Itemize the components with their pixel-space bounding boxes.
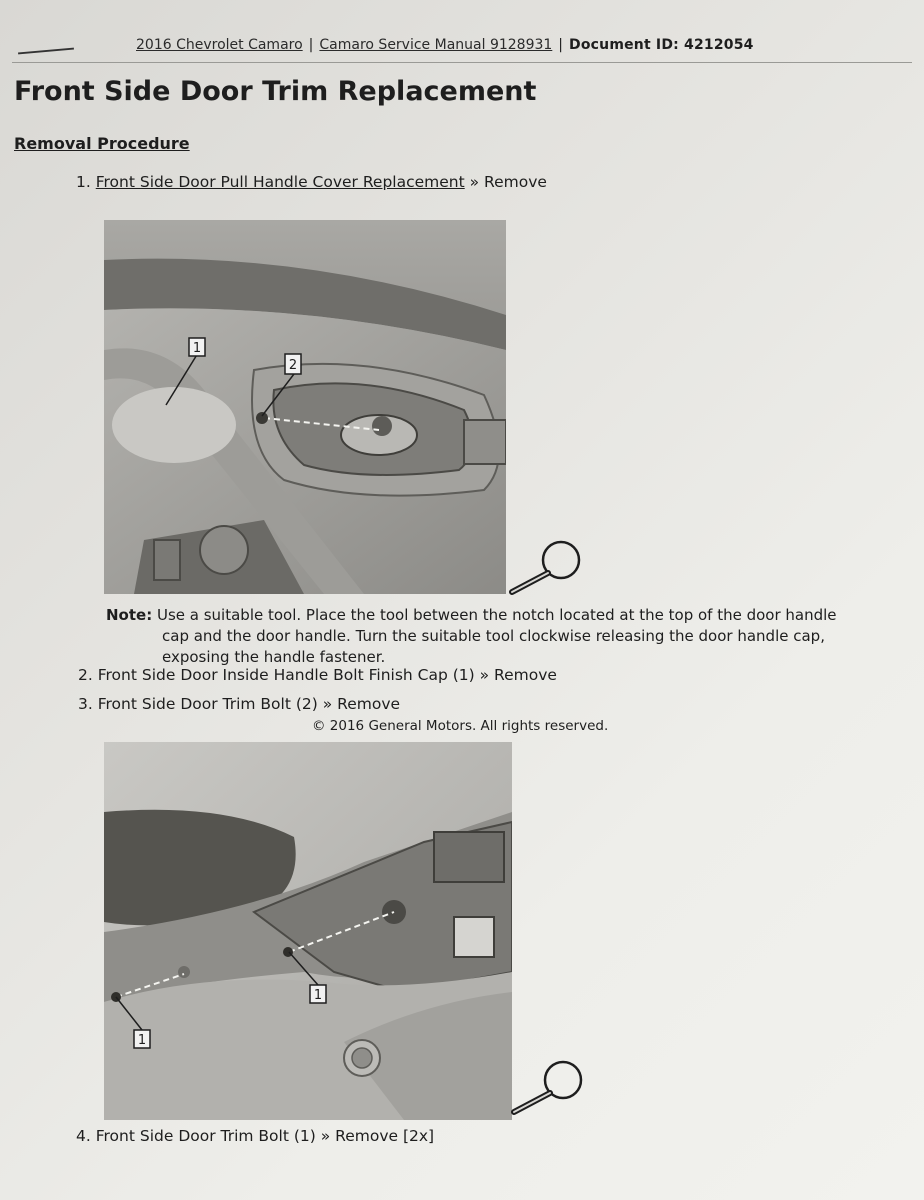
document-header bbox=[136, 37, 754, 53]
step-text: Front Side Door Trim Bolt (1) bbox=[95, 1127, 316, 1145]
callout-1 bbox=[134, 1030, 150, 1048]
note-label: Note: bbox=[106, 606, 153, 624]
step-number: 3. bbox=[78, 695, 93, 713]
figure-2-illustration bbox=[104, 742, 512, 1120]
step-1 bbox=[76, 173, 547, 191]
step-text: Front Side Door Inside Handle Bolt Finish Cap (1) bbox=[97, 666, 475, 684]
svg-text:1: 1 bbox=[192, 341, 202, 356]
step-3 bbox=[78, 695, 400, 713]
step-2 bbox=[78, 666, 557, 684]
page-title: Front Side Door Trim Replacement bbox=[14, 76, 537, 107]
header-separator: | bbox=[308, 37, 314, 53]
pen-mark bbox=[18, 48, 74, 55]
svg-text:1: 1 bbox=[137, 1033, 147, 1048]
vehicle-link[interactable]: 2016 Chevrolet Camaro bbox=[136, 37, 303, 53]
document-id: Document ID: 4212054 bbox=[569, 37, 754, 53]
step-action: » Remove [2x] bbox=[320, 1127, 435, 1145]
callout-1 bbox=[310, 985, 326, 1003]
copyright-notice: © 2016 General Motors. All rights reserved. bbox=[312, 718, 609, 734]
magnifier-icon[interactable] bbox=[508, 1056, 588, 1116]
pull-handle-cover-link[interactable]: Front Side Door Pull Handle Cover Replacement bbox=[95, 173, 465, 191]
step-number: 1. bbox=[76, 173, 91, 191]
header-divider bbox=[12, 62, 912, 63]
header-separator: | bbox=[558, 37, 564, 53]
svg-text:2: 2 bbox=[288, 358, 298, 373]
manual-link[interactable]: Camaro Service Manual 9128931 bbox=[319, 37, 553, 53]
figure-door-handle-cap bbox=[104, 220, 506, 594]
step-number: 4. bbox=[76, 1127, 91, 1145]
callout-1 bbox=[189, 338, 205, 356]
note-line-2: cap and the door handle. Turn the suitable tool clockwise releasing the door handle cap, bbox=[162, 627, 825, 645]
note-line-3: exposing the handle fastener. bbox=[162, 648, 386, 666]
step-number: 2. bbox=[78, 666, 93, 684]
note-line-1: Use a suitable tool. Place the tool between the notch located at the top of the door handle bbox=[156, 606, 837, 624]
step-4 bbox=[76, 1127, 434, 1145]
note-block bbox=[106, 605, 914, 668]
step-action: » Remove bbox=[469, 173, 547, 191]
section-heading: Removal Procedure bbox=[14, 134, 190, 153]
figure-1-illustration bbox=[104, 220, 506, 594]
figure-door-trim-bolts bbox=[104, 742, 512, 1120]
step-action: » Remove bbox=[322, 695, 401, 713]
svg-text:1: 1 bbox=[313, 988, 323, 1003]
magnifier-icon[interactable] bbox=[506, 536, 586, 596]
step-action: » Remove bbox=[479, 666, 557, 684]
callout-2 bbox=[285, 354, 301, 374]
step-text: Front Side Door Trim Bolt (2) bbox=[97, 695, 318, 713]
